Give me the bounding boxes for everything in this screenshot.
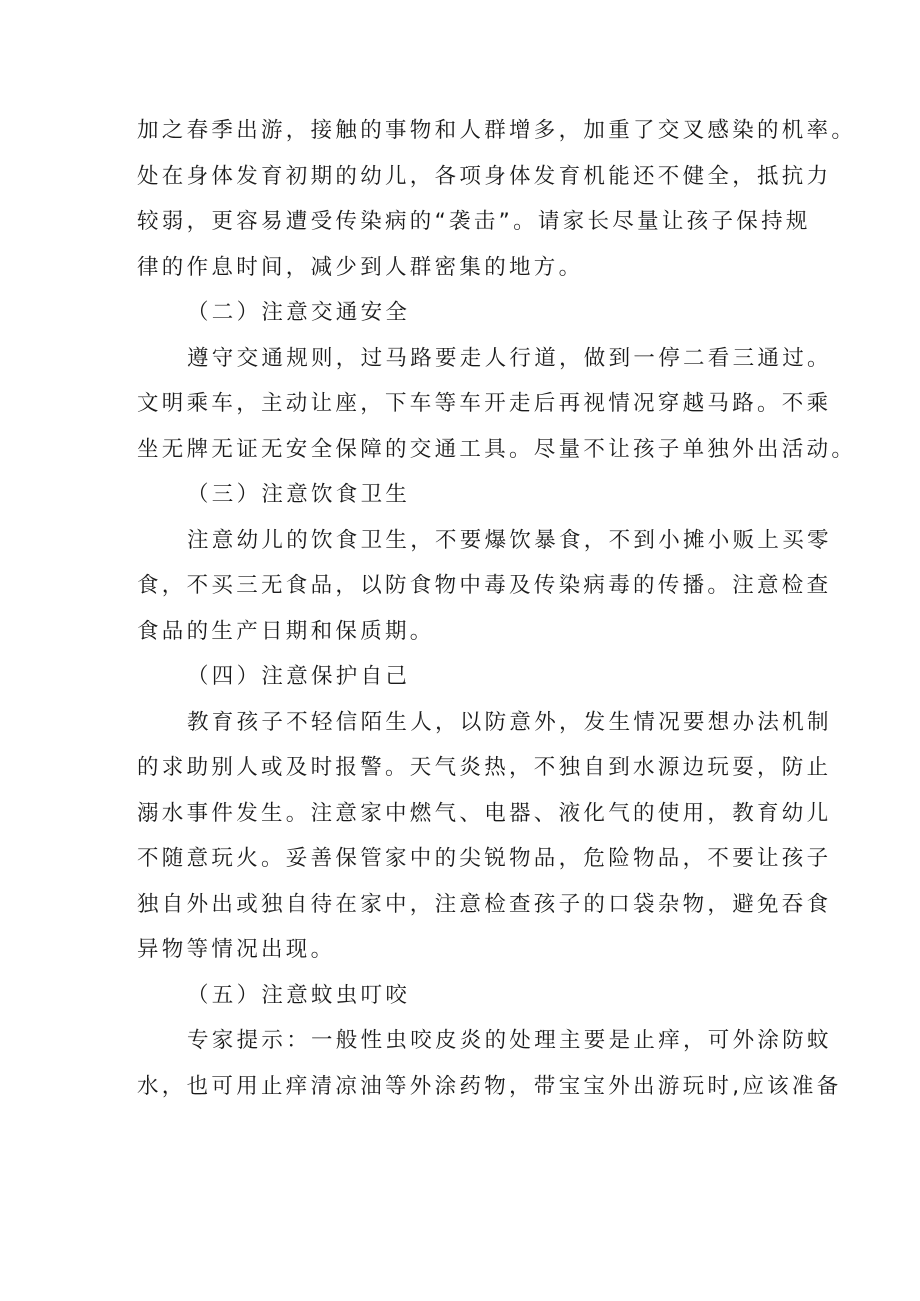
- paragraph-line: 文明乘车，主动让座，下车等车开走后再视情况穿越马路。不乘: [137, 391, 832, 416]
- paragraph-line: 异物等情况出现。: [137, 937, 336, 962]
- paragraph-line: 加之春季出游，接触的事物和人群增多，加重了交叉感染的机率。: [137, 118, 857, 143]
- paragraph-line: 的求助别人或及时报警。天气炎热，不独自到水源边玩耍，防止: [137, 755, 832, 780]
- paragraph-line: 较弱，更容易遭受传染病的“袭击”。请家长尽量让孩子保持规: [137, 209, 811, 234]
- paragraph-line: 水，也可用止痒清凉油等外涂药物，带宝宝外出游玩时,应该准备: [137, 1073, 842, 1099]
- section-heading-diet: （三）注意饮食卫生: [187, 482, 411, 507]
- paragraph-line: 注意幼儿的饮食卫生，不要爆饮暴食，不到小摊小贩上买零: [187, 527, 832, 553]
- paragraph-line: 专家提示：一般性虫咬皮炎的处理主要是止痒，可外涂防蚊: [187, 1028, 832, 1053]
- paragraph-line: 教育孩子不轻信陌生人，以防意外，发生情况要想办法机制: [187, 709, 832, 735]
- paragraph-line: 坐无牌无证无安全保障的交通工具。尽量不让孩子单独外出活动。: [137, 436, 857, 462]
- paragraph-line: 律的作息时间，减少到人群密集的地方。: [137, 254, 584, 280]
- section-heading-insect-bites: （五）注意蚊虫叮咬: [187, 982, 411, 1008]
- paragraph-line: 独自外出或独自待在家中，注意检查孩子的口袋杂物，避免吞食: [137, 891, 832, 917]
- section-heading-self-protection: （四）注意保护自己: [187, 664, 411, 689]
- paragraph-line: 遵守交通规则，过马路要走人行道，做到一停二看三通过。: [187, 345, 832, 371]
- document-body: [137, 108, 857, 1109]
- section-heading-traffic: （二）注意交通安全: [187, 300, 411, 325]
- paragraph-line: 不随意玩火。妥善保管家中的尖锐物品，危险物品，不要让孩子: [137, 846, 832, 871]
- paragraph-line: 食品的生产日期和保质期。: [137, 618, 435, 644]
- paragraph-line: 食，不买三无食品，以防食物中毒及传染病毒的传播。注意检查: [137, 573, 832, 598]
- paragraph-line: 处在身体发育初期的幼儿，各项身体发育机能还不健全，抵抗力: [137, 163, 832, 189]
- paragraph-line: 溺水事件发生。注意家中燃气、电器、液化气的使用，教育幼儿: [137, 800, 832, 826]
